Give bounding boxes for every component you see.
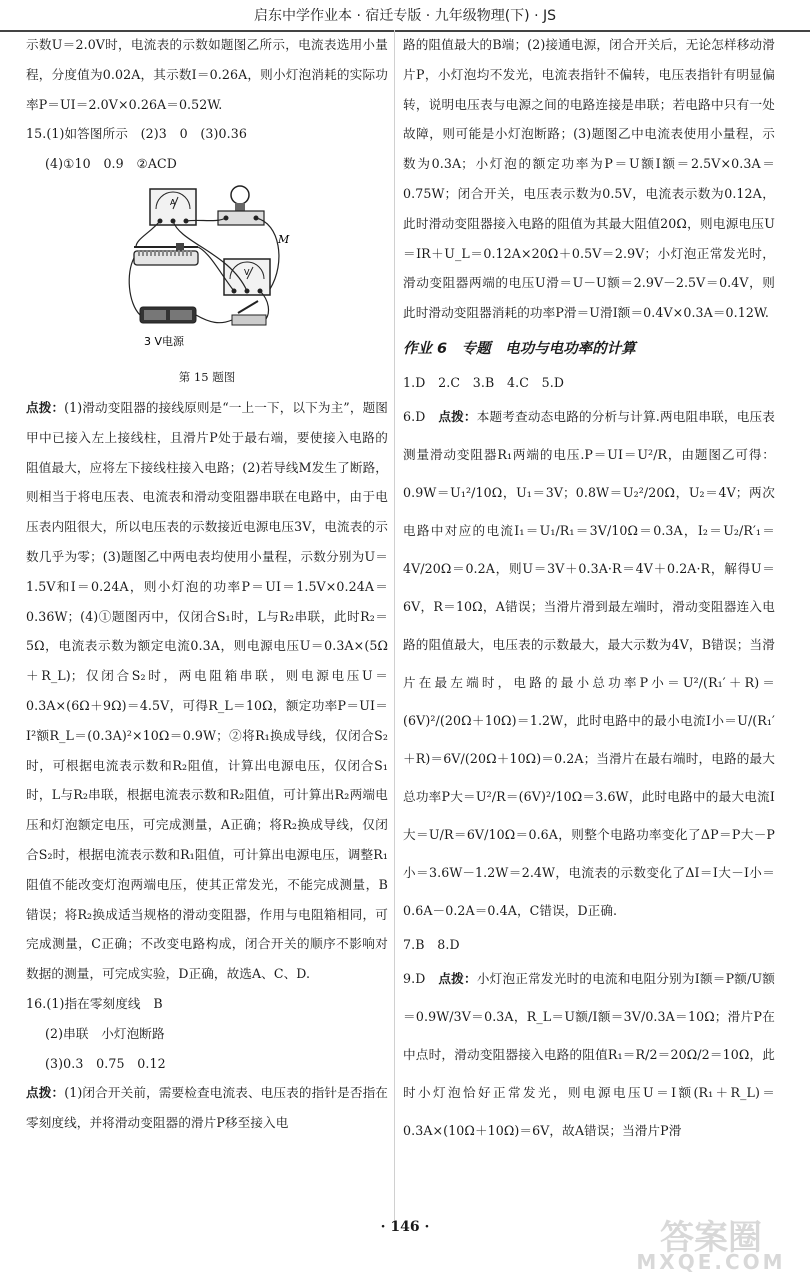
q9-answer <box>403 960 775 1150</box>
q6-tip-label: 点拨： <box>438 408 477 424</box>
q15-tip <box>26 393 388 989</box>
page-number: · 146 · <box>380 1219 430 1235</box>
q15-answer-line1: 15.(1)如答图所示 (2)3 0 (3)0.36 <box>26 126 247 142</box>
source-label: 3 V电源 <box>144 334 185 348</box>
q6-tip-text: 本题考查动态电路的分析与计算.两电阻串联，电压表测量滑动变阻器R₁两端的电压.P＝UI＝U²/R，由题图乙可得：0.9W＝U₁²/10Ω，U₁＝3V；0.8W＝U₂²/20Ω，U₂＝4V；两次电路中对应的电流I₁＝U₁/R₁＝3V/10Ω＝0.3A，I₂＝U₂/R′₁＝4V/20Ω＝0.2A，则U＝3V＋0.3A·R＝4V＋0.2A·R，解得U＝6V，R＝10Ω，A错误；当滑片滑到最左端时，滑动变阻器连入电路的阻值最大，电压表的示数最大，最大示数为4V，B错误；当滑片在最左端时，电路的最小总功率P小＝U²/(R₁′＋R)＝(6V)²/(20Ω＋10Ω)＝1.2W，此时电路中的最小电流I小＝U/(R₁′＋R)＝6V/(20Ω＋10Ω)＝0.2A；当滑片在最右端时，电路的最大总功率P大＝U²/R＝(6V)²/10Ω＝3.6W，此时电路中的最大电流I大＝U/R＝6V/10Ω＝0.6A，则整个电路功率变化了ΔP＝P大－P小＝3.6W－1.2W＝2.4W，电流表的示数变化了ΔI＝I大－I小＝0.6A－0.2A＝0.4A，C错误，D正确. <box>403 408 775 918</box>
watermark-logo <box>626 1210 796 1274</box>
svg-text:A: A <box>170 197 176 207</box>
section-title: 作业 6 专题 电功与电功率的计算 <box>403 340 636 357</box>
watermark-sub: MXQE.COM <box>636 1250 786 1274</box>
q6-lead: 6.D <box>403 408 439 424</box>
figure-caption: 第 15 题图 <box>178 369 236 384</box>
q16-answer-line1: 16.(1)指在零刻度线 B <box>26 995 163 1011</box>
q15-tip-label: 点拨： <box>26 399 65 415</box>
ammeter-icon <box>150 189 196 225</box>
q15-answer-line2: (4)①10 0.9 ②ACD <box>45 156 177 172</box>
switch-icon <box>232 301 266 325</box>
q16-answer-line2: (2)串联 小灯泡断路 <box>45 1025 165 1041</box>
left-column <box>26 30 388 1220</box>
wire-m-label: M <box>278 232 290 246</box>
q9-tip-label: 点拨： <box>438 970 477 986</box>
rheostat-icon <box>134 243 198 265</box>
q14-continuation: 示数U＝2.0V时，电流表的示数如题图乙所示，电流表选用小量程，分度值为0.02A，其示数I＝0.26A，则小灯泡消耗的实际功率P＝UI＝2.0V×0.26A＝0.52W. <box>26 37 388 112</box>
q15-circuit-figure <box>26 183 388 363</box>
q6-answer <box>403 398 775 930</box>
page-header <box>0 0 810 32</box>
bulb-icon <box>218 186 264 225</box>
svg-text:V: V <box>244 267 250 277</box>
q16-tip-label: 点拨： <box>26 1085 65 1101</box>
q16-continuation: 路的阻值最大的B端；(2)接通电源，闭合开关后，无论怎样移动滑片P，小灯泡均不发光，电流表指针不偏转，电压表指针有明显偏转，说明电压表与电源之间的电路连接是串联；若电路中只有一处故障，则可能是小灯泡断路；(3)题图乙中电流表使用小量程，示数为0.3A；小灯泡的额定功率为P＝U额I额＝2.5V×0.3A＝0.75W；闭合开关，电压表示数为0.5V，电流表示数为0.12A，此时滑动变阻器接入电路的阻值为其最大阻值20Ω，则电源电压U＝IR＋U_L＝0.12A×20Ω＋0.5V＝2.9V；小灯泡正常发光时，滑动变阻器两端的电压U滑＝U－U额＝2.9V－2.5V＝0.4V，则此时滑动变阻器消耗的功率P滑＝U滑I额＝0.4V×0.3A＝0.12W. <box>403 37 775 321</box>
q9-lead: 9.D <box>403 970 439 986</box>
answers-7-8: 7.B 8.D <box>403 936 460 952</box>
q16-answer-line3: (3)0.3 0.75 0.12 <box>45 1055 166 1071</box>
q16-tip-text: (1)闭合开关前，需要检查电流表、电压表的指针是否指在零刻度线，并将滑动变阻器的滑片P移至接入电 <box>26 1085 388 1131</box>
header-title: 启东中学作业本 · 宿迁专版 · 九年级物理(下) · JS <box>254 8 556 24</box>
q16-tip <box>26 1078 388 1138</box>
answers-1-5: 1.D 2.C 3.B 4.C 5.D <box>403 374 565 390</box>
q9-tip-text: 小灯泡正常发光时的电流和电阻分别为I额＝P额/U额＝0.9W/3V＝0.3A，R_L＝U额/I额＝3V/0.3A＝10Ω；滑片P在中点时，滑动变阻器接入电路的阻值R₁＝R/2＝20Ω/2＝10Ω，此时小灯泡恰好正常发光，则电源电压U＝I额(R₁＋R_L)＝0.3A×(10Ω＋10Ω)＝6V，故A错误；当滑片P滑 <box>403 970 775 1138</box>
battery-icon <box>140 307 196 323</box>
watermark-main: 答案圈 <box>660 1218 762 1258</box>
column-divider <box>394 30 395 1220</box>
right-column <box>403 30 775 1220</box>
circuit-diagram <box>120 183 300 358</box>
q15-tip-text: (1)滑动变阻器的接线原则是“一上一下，以下为主”，题图甲中已接入左上接线柱，且滑片P处于最右端，要使接入电路的阻值最大，应将左下接线柱接入电路；(2)若导线M发生了断路，则相当于将电压表、电流表和滑动变阻器串联在电路中，由于电压表内阻很大，所以电压表的示数接近电源电压3V，电流表的示数几乎为零；(3)题图乙中两电表均使用小量程，示数分别为U＝1.5V和I＝0.24A，则小灯泡的功率P＝UI＝1.5V×0.24A＝0.36W；(4)①题图丙中，仅闭合S₁时，L与R₂串联，此时R₂＝5Ω，电流表示数为额定电流0.3A，则电源电压U＝0.3A×(5Ω＋R_L)；仅闭合S₂时，两电阻箱串联，则电源电压U＝0.3A×(6Ω＋9Ω)＝4.5V，可得R_L＝10Ω，额定功率P＝UI＝I²额R_L＝(0.3A)²×10Ω＝0.9W；②将R₁换成导线，仅闭合S₂时，可根据电流表示数和R₂阻值，计算出电源电压，仅闭合S₁时，L与R₂串联，根据电流表示数和R₂阻值，可计算出R₂两端电压和灯泡额定电压，可完成测量，A正确；将R₂换成导线，仅闭合S₂时，根据电流表示数和R₁阻值，可计算出电源电压，调整R₁阻值不能改变灯泡两端电压，使其正常发光，不能完成测量，B错误；将R₂换成适当规格的滑动变阻器，作用与电阻箱相同，可完成测量，C正确；不改变电路构成，闭合开关的顺序不影响对数据的测量，可完成实验，D正确，故选A、C、D. <box>26 399 388 982</box>
